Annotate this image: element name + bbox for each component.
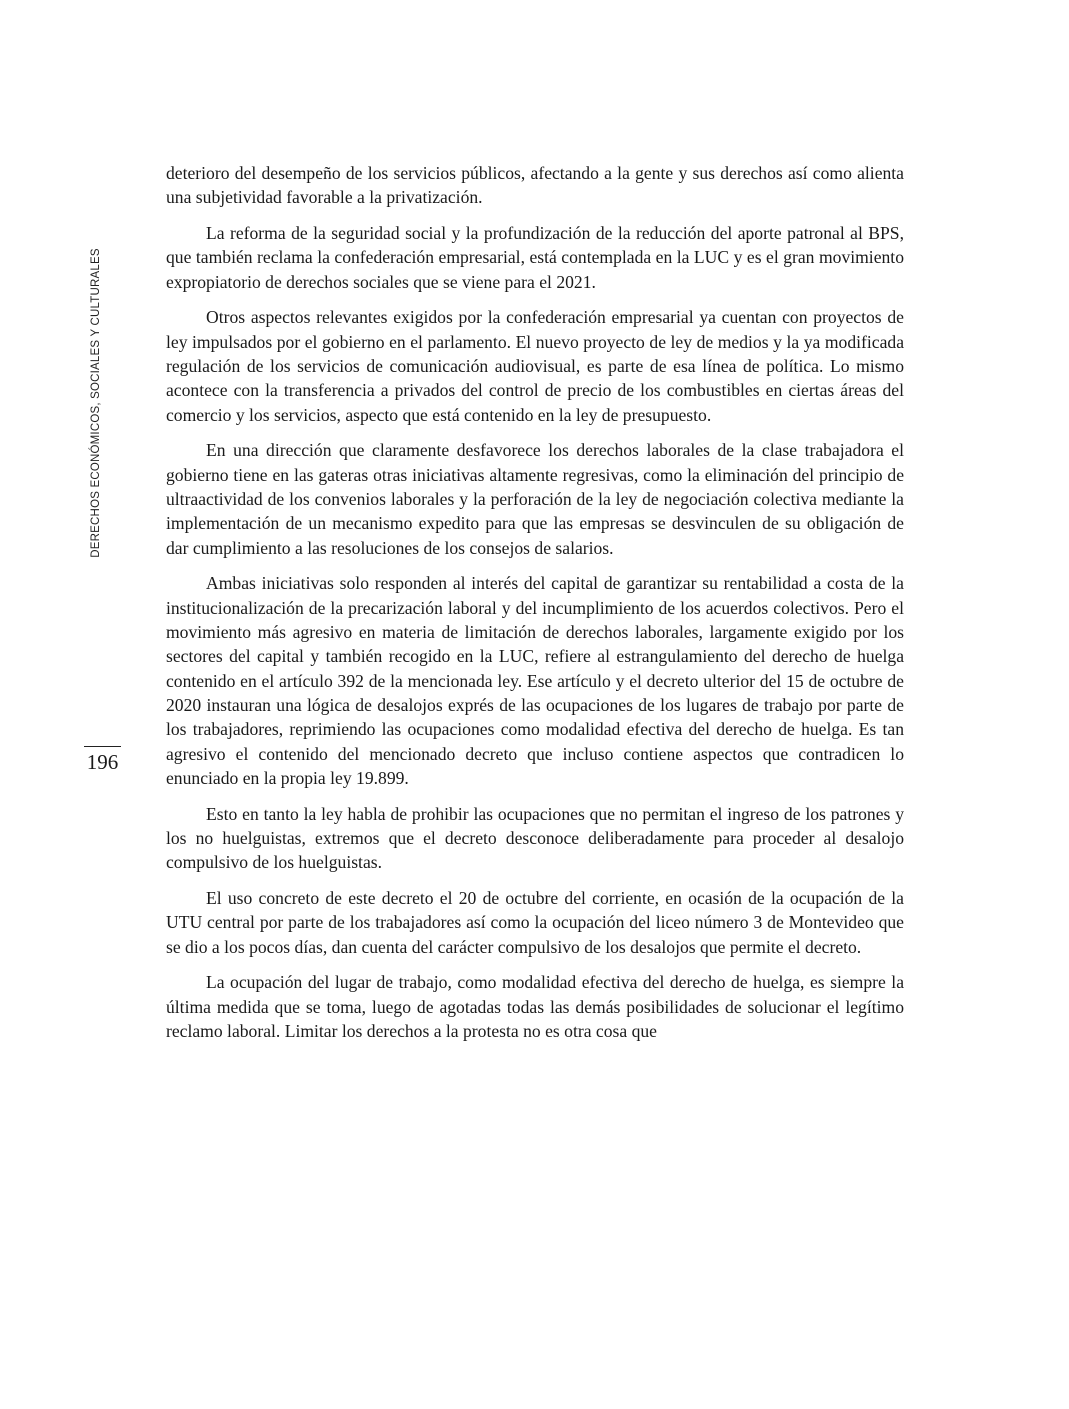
paragraph-3: Otros aspectos relevantes exigidos por la confederación empresarial ya cuentan con proyectos de ley impulsados por el gobierno en el parlamento. El nuevo proyecto de ley de medios y la ya modificada regulación de los servicios de comunicación audiovisual, es parte de esa línea de política. Lo mismo acontece con la transferencia a privados del control de precio de los combustibles en ciertas áreas del comercio y los servicios, aspecto que está contenido en la ley de presupuesto. — [166, 307, 904, 425]
running-head: DERECHOS ECONÓMICOS, SOCIALES Y CULTURALES — [90, 248, 102, 558]
paragraph-2: La reforma de la seguridad social y la profundización de la reducción del aporte patronal al BPS, que también reclama la confederación empresarial, está contemplada en la LUC y es el gran movimiento expropiatorio de derechos sociales que se viene para el 2021. — [166, 223, 904, 292]
page-number: 196 — [86, 750, 119, 774]
page-number-rule — [84, 746, 121, 747]
paragraph-1: deterioro del desempeño de los servicios públicos, afectando a la gente y sus derechos así como alienta una subjetividad favorable a la privatización. — [166, 163, 904, 208]
paragraph-8: La ocupación del lugar de trabajo, como modalidad efectiva del derecho de huelga, es siempre la última medida que se toma, luego de agotadas todas las demás posibilidades de solucionar el legítimo reclamo laboral. Limitar los derechos a la protesta no es otra cosa que — [166, 972, 904, 1041]
paragraph-7: El uso concreto de este decreto el 20 de octubre del corriente, en ocasión de la ocupación de la UTU central por parte de los trabajadores así como la ocupación del liceo número 3 de Montevideo que se dio a los pocos días, dan cuenta del carácter compulsivo de los desalojos que permite el decreto. — [166, 888, 904, 957]
paragraph-5: Ambas iniciativas solo responden al interés del capital de garantizar su rentabilidad a costa de la institucionalización de la precarización laboral y del incumplimiento de los acuerdos colectivos. Pero el movimiento más agresivo en materia de limitación de derechos laborales, largamente exigido por los sectores del capital y también recogido en la LUC, refiere al estrangulamiento del derecho de huelga contenido en el artículo 392 de la mencionada ley. Ese artículo y el decreto ulterior del 15 de octubre de 2020 instauran una lógica de desalojos exprés de las ocupaciones de los lugares de trabajo por parte de los trabajadores, reprimiendo las ocupaciones como modalidad efectiva del derecho de huelga. Es tan agresivo el contenido del mencionado decreto que incluso contiene aspectos que contradicen lo enunciado en la propia ley 19.899. — [166, 573, 904, 788]
paragraph-4: En una dirección que claramente desfavorece los derechos laborales de la clase trabajadora el gobierno tiene en las gateras otras iniciativas altamente regresivas, como la eliminación del principio de ultraactividad de los convenios laborales y la perforación de la ley de negociación colectiva mediante la implementación de un mecanismo expedito para que las empresas se desvinculen de su obligación de dar cumplimiento a las resoluciones de los consejos de salarios. — [166, 440, 904, 558]
paragraph-6: Esto en tanto la ley habla de prohibir las ocupaciones que no permitan el ingreso de los patrones y los no huelguistas, extremos que el decreto desconoce deliberadamente para proceder al desalojo compulsivo de los huelguistas. — [166, 803, 904, 873]
body-text — [166, 161, 904, 1055]
